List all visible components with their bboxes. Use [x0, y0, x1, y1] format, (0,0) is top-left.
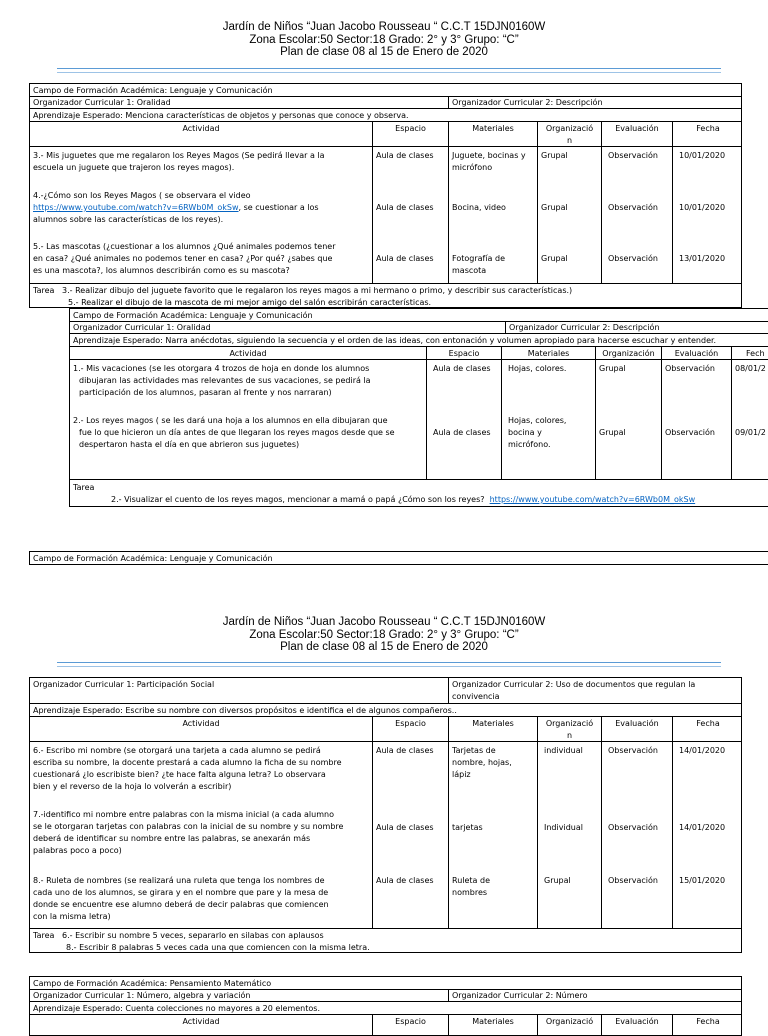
school-name: Jardín de Niños “Juan Jacobo Rousseau “ C.C.T 15DJN0160W: [222, 21, 546, 33]
header-espacio: Espacio: [372, 717, 448, 741]
activity-rows: [70, 360, 768, 480]
header-espacio: Espacio: [372, 1015, 448, 1036]
column-headers: [30, 122, 741, 147]
school-zone: Zona Escolar:50 Sector:18 Grado: 2° y 3° Grupo: “C”: [249, 33, 519, 46]
tarea-label: Tarea: [33, 931, 55, 940]
aprendizaje-esperado: Aprendizaje Esperado: Escribe su nombre con diversos propósitos e identifica el de algunos compañeros..: [33, 706, 457, 715]
header-actividad: Actividad: [182, 124, 220, 133]
header-actividad: Actividad: [229, 349, 267, 358]
espacio-value: Aula de clases: [433, 364, 491, 373]
espacio-value: Aula de clases: [376, 746, 434, 755]
header-materiales: Materiales: [448, 122, 537, 146]
organizacion-value: Grupal: [599, 364, 626, 373]
table-row: 3.- Mis juguetes que me regalaron los Reyes Magos (Se pedirá llevar a la escuela un juguete que trajeron los reyes magos).: [33, 151, 325, 172]
column-headers: [30, 717, 741, 742]
aprendizaje-esperado: Aprendizaje Esperado: Cuenta colecciones no mayores a 20 elementos.: [33, 1004, 320, 1013]
header-espacio: Espacio: [426, 347, 501, 359]
evaluacion-value: Observación: [608, 876, 658, 885]
header-evaluacion: Evaluación: [601, 1015, 672, 1036]
fecha-value: 10/01/2020: [679, 151, 726, 160]
header-organizacion: Organización: [595, 347, 661, 359]
organizador-2: Organizador Curricular 2: Número: [448, 989, 742, 1001]
organizador-1: Organizador Curricular 1: Participación Social: [33, 680, 215, 689]
organizacion-value: Grupal: [544, 876, 571, 885]
organizador-1: Organizador Curricular 1: Número, algebra y variación: [33, 991, 251, 1000]
evaluacion-value: Observación: [608, 203, 658, 212]
organizador-2: Organizador Curricular 2: Uso de documentos que regulan la convivencia: [448, 678, 742, 703]
fecha-value: 10/01/2020: [679, 203, 726, 212]
table-row: 8.- Ruleta de nombres (se realizará una ruleta que tenga los nombres de cada uno de los alumnos, se girara y en el nombre que pare y la mesa de donde se encuentre ese alumno deberá de decir palabras que comiencen con la misma letra): [33, 876, 329, 921]
organizacion-value: Individual: [544, 823, 583, 832]
header-actividad: Actividad: [182, 1017, 220, 1026]
lesson-table-3: [29, 551, 768, 565]
header-fecha: Fecha: [672, 122, 742, 146]
header-organizacion: Organizació n: [537, 122, 601, 146]
evaluacion-value: Observación: [608, 823, 658, 832]
table-row: 7.-identifico mi nombre entre palabras con la misma inicial (a cada alumno se le otorgaran tarjetas con palabras con la inicial de su nombre y su nombre deberá de identificar su nombre entre las palabras, se anexarán más palabras poco a poco): [33, 810, 344, 855]
materiales-value: Ruleta de nombres: [452, 876, 490, 897]
materiales-value: Tarjetas de nombre, hojas, lápiz: [452, 746, 512, 779]
materiales-value: Juguete, bocinas y micrófono: [452, 151, 526, 172]
table-row: 1.- Mis vacaciones (se les otorgara 4 trozos de hoja en donde los alumnos dibujaran las actividades mas relevantes de sus vacaciones, se pedirá la participación de los alumnos, pasaran al frente y nos narraran): [73, 364, 371, 397]
aprendizaje-esperado: Aprendizaje Esperado: Narra anécdotas, siguiendo la secuencia y el orden de las ideas, con entonación y volumen apropiado para hacerse escuchar y entender.: [73, 336, 717, 345]
materiales-value: Bocina, video: [452, 203, 506, 212]
organizacion-value: Grupal: [541, 254, 568, 263]
page-header: [0, 21, 768, 59]
lesson-table-2: [69, 308, 768, 507]
organizacion-value: Grupal: [599, 428, 626, 437]
table-row: 4.-¿Cómo son los Reyes Magos ( se observara el video https://www.youtube.com/watch?v=6RWb0M_okSw, se cuestionar a los alumnos sobre las características de los reyes).: [33, 191, 319, 224]
header-actividad: Actividad: [182, 719, 220, 728]
tarea-section: [70, 480, 768, 507]
fecha-value: 15/01/2020: [679, 876, 726, 885]
plan-title: Plan de clase 08 al 15 de Enero de 2020: [280, 641, 488, 653]
header-organizacion: Organizació: [537, 1015, 601, 1036]
plan-title: Plan de clase 08 al 15 de Enero de 2020: [280, 46, 488, 58]
header-rule-thin: [57, 72, 721, 73]
header-rule-thin: [57, 666, 721, 667]
campo-formacion: Campo de Formación Académica: Lenguaje y Comunicación: [33, 554, 273, 563]
espacio-value: Aula de clases: [433, 428, 491, 437]
organizador-2: Organizador Curricular 2: Descripción: [448, 96, 742, 108]
tarea-item: 2.- Visualizar el cuento de los reyes magos, mencionar a mamá o papá ¿Cómo son los reyes?: [111, 495, 485, 504]
organizacion-value: individual: [544, 746, 583, 755]
activity-rows: [30, 742, 741, 929]
school-zone: Zona Escolar:50 Sector:18 Grado: 2° y 3° Grupo: “C”: [249, 628, 519, 641]
campo-formacion: Campo de Formación Académica: Lenguaje y Comunicación: [33, 86, 273, 95]
activity-rows: [30, 147, 741, 284]
espacio-value: Aula de clases: [376, 203, 434, 212]
materiales-value: Hojas, colores, bocina y micrófono.: [508, 416, 567, 449]
header-evaluacion: Evaluación: [661, 347, 731, 359]
materiales-value: Hojas, colores.: [508, 364, 567, 373]
header-organizacion: Organizació n: [537, 717, 601, 741]
fecha-value: 14/01/2020: [679, 746, 726, 755]
tarea-label: Tarea: [33, 286, 55, 295]
materiales-value: Fotografía de mascota: [452, 254, 505, 275]
column-headers: [70, 347, 768, 360]
header-espacio: Espacio: [372, 122, 448, 146]
materiales-value: tarjetas: [452, 823, 483, 832]
tarea-item: 5.- Realizar el dibujo de la mascota de mi mejor amigo del salón escribirán características.: [68, 298, 432, 307]
tarea-item: 3.- Realizar dibujo del juguete favorito que le regalaron los reyes magos a mi hermano o primo, y describir sus características.): [62, 286, 573, 295]
header-materiales: Materiales: [448, 717, 537, 741]
school-name: Jardín de Niños “Juan Jacobo Rousseau “ C.C.T 15DJN0160W: [222, 616, 546, 628]
fecha-value: 14/01/2020: [679, 823, 726, 832]
campo-formacion: Campo de Formación Académica: Pensamiento Matemático: [33, 979, 272, 988]
youtube-link[interactable]: https://www.youtube.com/watch?v=6RWb0M_okSw: [33, 203, 239, 212]
header-fecha: Fecha: [672, 717, 742, 741]
espacio-value: Aula de clases: [376, 823, 434, 832]
fecha-value: 13/01/2020: [679, 254, 726, 263]
table-row: 5.- Las mascotas (¿cuestionar a los alumnos ¿Qué animales podemos tener en casa? ¿Qué animales no podemos tener en casa? ¿Por qué? ¿sabes que es una mascota?, los alumnos describirán como es su mascota?: [33, 242, 336, 275]
tarea-label: Tarea: [73, 483, 95, 492]
youtube-link[interactable]: https://www.youtube.com/watch?v=6RWb0M_okSw: [489, 495, 696, 504]
evaluacion-value: Observación: [665, 364, 715, 373]
evaluacion-value: Observación: [608, 746, 658, 755]
organizador-1: Organizador Curricular 1: Oralidad: [73, 323, 211, 332]
table-row: 2.- Los reyes magos ( se les dará una hoja a los alumnos en ella dibujaran que fue lo que hicieron un día antes de que llegaran los reyes magos desde que se despertaron hasta el día en que abrieron sus juguetes): [73, 416, 395, 449]
header-evaluacion: Evaluación: [601, 717, 672, 741]
lesson-table-5: [29, 976, 742, 1036]
column-headers: [30, 1015, 741, 1036]
espacio-value: Aula de clases: [376, 254, 434, 263]
evaluacion-value: Observación: [608, 254, 658, 263]
header-fecha: Fech: [731, 347, 768, 359]
header-materiales: Materiales: [448, 1015, 537, 1036]
campo-formacion: Campo de Formación Académica: Lenguaje y Comunicación: [73, 311, 313, 320]
header-materiales: Materiales: [501, 347, 595, 359]
espacio-value: Aula de clases: [376, 151, 434, 160]
lesson-table-1: [29, 83, 742, 308]
lesson-table-4: [29, 677, 742, 953]
tarea-section: [30, 929, 742, 953]
tarea-item: 8.- Escribir 8 palabras 5 veces cada una que comiencen con la misma letra.: [66, 943, 370, 952]
evaluacion-value: Observación: [665, 428, 715, 437]
header-evaluacion: Evaluación: [601, 122, 672, 146]
table-row: 6.- Escribo mi nombre (se otorgará una tarjeta a cada alumno se pedirá escriba su nombre, la docente prestará a cada alumno la ficha de su nombre cuestionará ¿lo escribiste bien? ¿te hace falta alguna letra? Lo observara bien y el reverso de la hoja lo volverán a escribir): [33, 746, 342, 791]
espacio-value: Aula de clases: [376, 876, 434, 885]
aprendizaje-esperado: Aprendizaje Esperado: Menciona características de objetos y personas que conoce y observa.: [33, 111, 409, 120]
organizacion-value: Grupal: [541, 151, 568, 160]
header-rule: [57, 68, 721, 69]
fecha-value: 09/01/2: [735, 428, 766, 437]
tarea-item: 6.- Escribir su nombre 5 veces, separarlo en silabas con aplausos: [62, 931, 324, 940]
page-header: [0, 616, 768, 654]
tarea-section: [30, 284, 742, 308]
organizador-2: Organizador Curricular 2: Descripción: [505, 321, 768, 333]
organizador-1: Organizador Curricular 1: Oralidad: [33, 98, 171, 107]
organizacion-value: Grupal: [541, 203, 568, 212]
evaluacion-value: Observación: [608, 151, 658, 160]
header-rule: [57, 662, 721, 663]
header-fecha: Fecha: [672, 1015, 742, 1036]
fecha-value: 08/01/2: [735, 364, 766, 373]
